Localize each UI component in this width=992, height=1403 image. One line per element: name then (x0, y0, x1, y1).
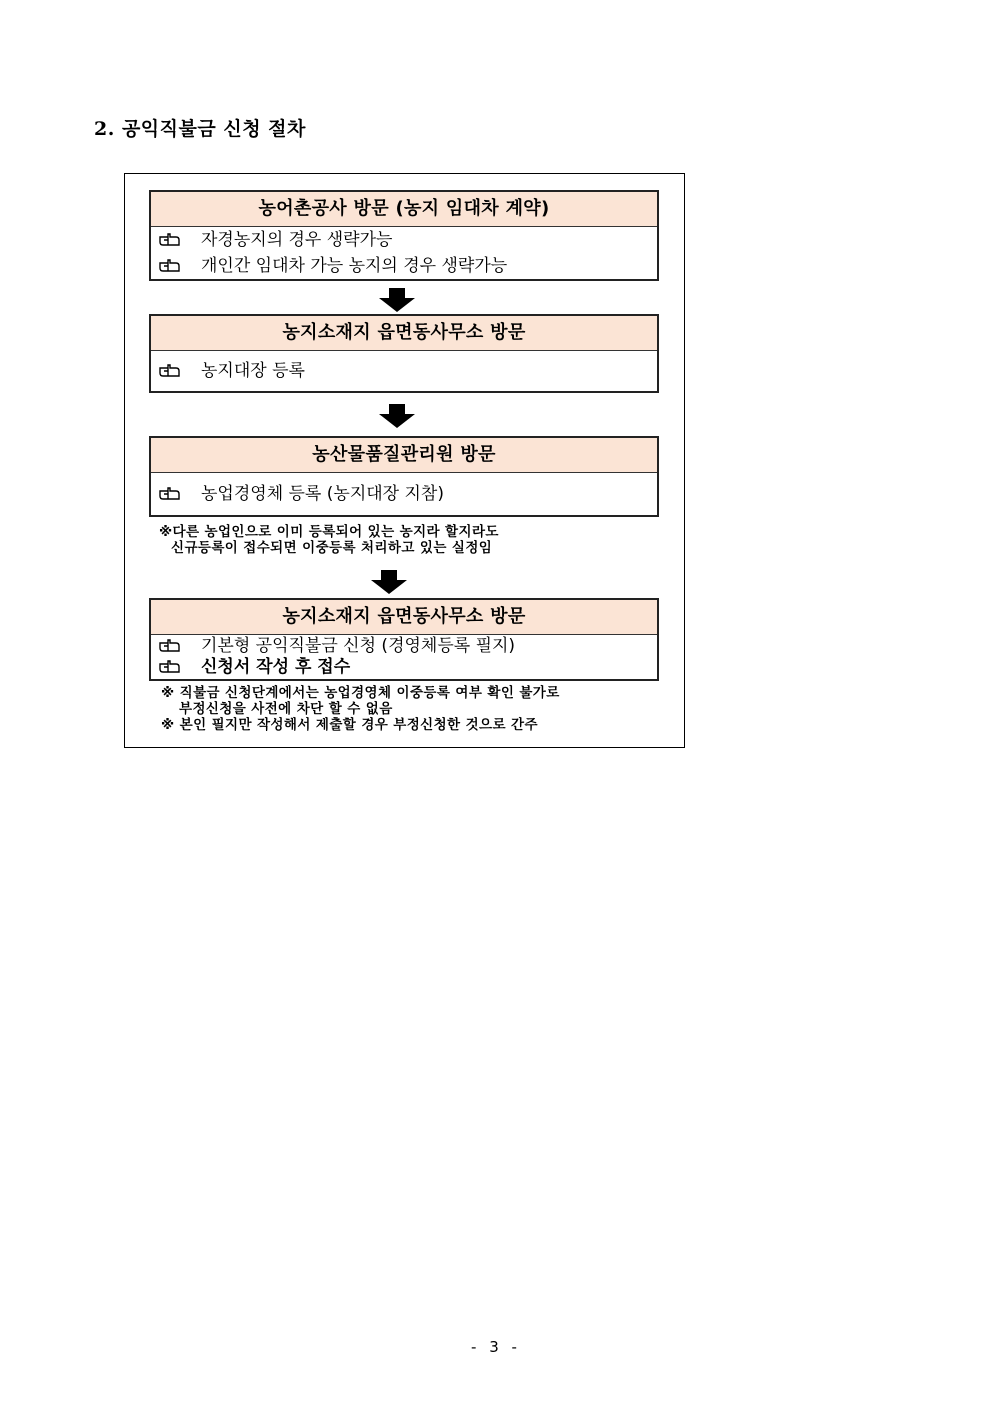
step-2-item-1 (151, 351, 657, 391)
pointing-hand-icon (159, 259, 183, 273)
pointing-hand-icon (159, 364, 183, 378)
note-line: ※ 본인 필지만 작성해서 제출할 경우 부정신청한 것으로 간주 (161, 717, 538, 733)
step-1-title: 농어촌공사 방문 (농지 임대차 계약) (151, 192, 657, 227)
step-1-box (149, 190, 659, 281)
page-number: - 3 - (471, 1338, 521, 1356)
step-4-title: 농지소재지 읍면동사무소 방문 (151, 600, 657, 635)
note-duplicate-registration (159, 524, 499, 556)
note-line: ※ 직불금 신청단계에서는 농업경영체 이중등록 여부 확인 불가로 (161, 685, 560, 701)
step-3-item-1-text: 농업경영체 등록 (농지대장 지참) (201, 484, 444, 504)
step-1-item-2 (151, 253, 657, 279)
pointing-hand-icon (159, 639, 183, 653)
section-title: 2. 공익직불금 신청 절차 (94, 118, 306, 140)
step-3-box (149, 436, 659, 517)
pointing-hand-icon (159, 487, 183, 501)
note-line: ※다른 농업인으로 이미 등록되어 있는 농지라 할지라도 (159, 524, 499, 540)
step-4-item-1-text: 기본형 공익직불금 신청 (경영체등록 필지) (201, 636, 516, 656)
step-4-item-2-text: 신청서 작성 후 접수 (201, 657, 351, 677)
step-4-item-1 (151, 635, 657, 657)
step-4-item-2 (151, 657, 657, 679)
step-2-box (149, 314, 659, 393)
step-1-item-1 (151, 227, 657, 253)
pointing-hand-icon (159, 660, 183, 674)
step-4-box (149, 598, 659, 681)
note-subsidy-application (161, 685, 560, 733)
step-1-item-2-text: 개인간 임대차 가능 농지의 경우 생략가능 (201, 256, 508, 276)
pointing-hand-icon (159, 233, 183, 247)
step-1-item-1-text: 자경농지의 경우 생략가능 (201, 230, 393, 250)
step-2-item-1-text: 농지대장 등록 (201, 361, 305, 381)
down-arrow-icon (379, 288, 415, 312)
procedure-flowchart (124, 173, 685, 748)
note-line: 신규등록이 접수되면 이중등록 처리하고 있는 실정임 (171, 540, 493, 556)
down-arrow-icon (371, 570, 407, 594)
step-3-item-1 (151, 473, 657, 515)
note-line: 부정신청을 사전에 차단 할 수 없음 (179, 701, 393, 717)
step-3-title: 농산물품질관리원 방문 (151, 438, 657, 473)
down-arrow-icon (379, 404, 415, 428)
step-2-title: 농지소재지 읍면동사무소 방문 (151, 316, 657, 351)
